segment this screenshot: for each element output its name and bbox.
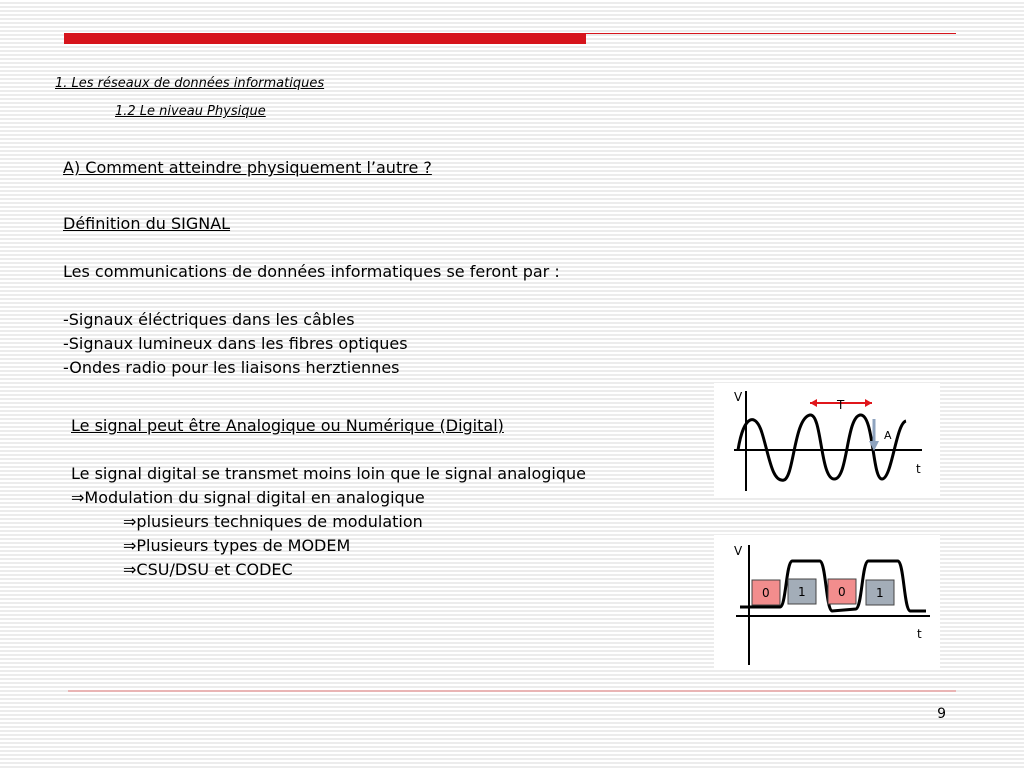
intro-text: Les communications de données informatiques se feront par : (63, 262, 560, 281)
digital-signal-diagram (714, 535, 940, 668)
implies-arrow-icon: ⇒ (123, 560, 137, 579)
implies-arrow-icon: ⇒ (123, 512, 137, 531)
modulation-line: ⇒Modulation du signal digital en analogique (71, 488, 425, 507)
question-title: A) Comment atteindre physiquement l’autre ? (63, 158, 432, 177)
digital-note: Le signal digital se transmet moins loin que le signal analogique (71, 464, 587, 483)
sine-wave (738, 415, 906, 480)
axis-v-label: V (734, 544, 743, 558)
definition-title: Définition du SIGNAL (63, 214, 231, 233)
footer-line (68, 690, 956, 692)
header-red-bar (64, 33, 586, 44)
analog-signal-diagram (714, 383, 940, 496)
sub-item: ⇒CSU/DSU et CODEC (123, 560, 293, 579)
sub-item: ⇒Plusieurs types de MODEM (123, 536, 351, 555)
amplitude-label: A (884, 429, 892, 442)
axis-t-label: t (916, 462, 921, 476)
implies-arrow-icon: ⇒ (71, 488, 85, 507)
implies-arrow-icon: ⇒ (123, 536, 137, 555)
bit-label: 0 (838, 585, 846, 599)
axis-v-label: V (734, 390, 743, 404)
period-label: T (837, 398, 845, 412)
bullet-item: -Ondes radio pour les liaisons herztiennes (63, 358, 400, 377)
breadcrumb-level1: 1. Les réseaux de données informatiques (55, 76, 325, 91)
breadcrumb-level2: 1.2 Le niveau Physique (115, 104, 266, 119)
digital-signal-svg (714, 535, 940, 668)
axis-t-label: t (917, 627, 922, 641)
bullet-item: -Signaux lumineux dans les fibres optiques (63, 334, 408, 353)
main-text-block (63, 156, 560, 380)
sub-item: ⇒plusieurs techniques de modulation (123, 512, 423, 531)
signal-type-title: Le signal peut être Analogique ou Numérique (Digital) (71, 416, 504, 435)
analog-signal-svg (714, 383, 940, 496)
signal-text-block (71, 414, 586, 582)
bit-label: 1 (876, 586, 884, 600)
bullet-item: -Signaux éléctriques dans les câbles (63, 310, 355, 329)
period-arrow-head-left (810, 399, 817, 407)
header-thin-line (586, 33, 956, 34)
page-number: 9 (937, 706, 946, 722)
period-arrow-head-right (865, 399, 872, 407)
bit-label: 1 (798, 585, 806, 599)
bit-label: 0 (762, 586, 770, 600)
